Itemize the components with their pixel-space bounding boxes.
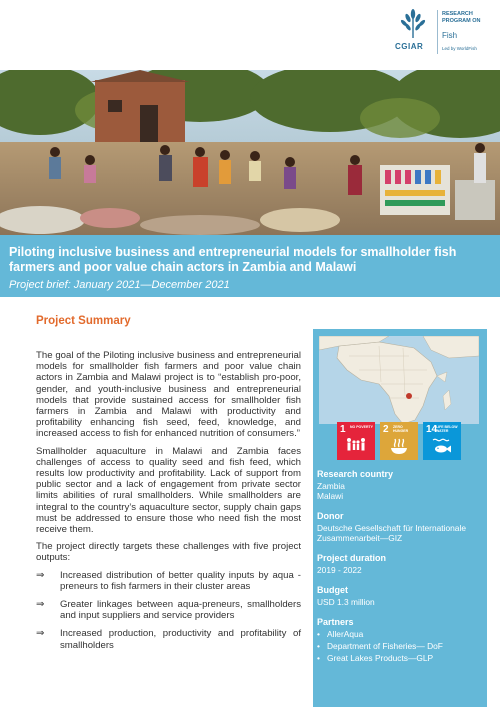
project-output-item (36, 628, 301, 650)
duration-section (317, 553, 483, 575)
bowl-icon (389, 437, 409, 455)
budget-section (317, 585, 483, 607)
partner-item: • Great Lakes Products—GLP (317, 653, 483, 663)
led-by-label: Led by WorldFish (442, 46, 477, 51)
map-illustration (319, 336, 479, 424)
family-icon (346, 437, 366, 455)
partners-section (317, 617, 483, 663)
duration-heading: Project duration (317, 553, 387, 563)
project-summary-heading: Project Summary (36, 315, 131, 327)
research-country-value: Malawi (317, 491, 344, 501)
market-scene-photo (0, 70, 500, 235)
arrow-right-icon: ⇒ (36, 569, 45, 581)
project-output-text: Increased production, productivity and profitability of smallholders (60, 628, 301, 651)
arrow-right-icon: ⇒ (36, 599, 45, 611)
budget-value: USD 1.3 million (317, 597, 375, 607)
wheat-emblem-icon (397, 8, 429, 38)
research-program-label: RESEARCH PROGRAM ON (442, 11, 481, 24)
research-country-section (317, 469, 483, 501)
sdg-number: 14 (426, 424, 438, 435)
title-band (0, 235, 500, 297)
sdg-1-icon (337, 422, 375, 460)
fish-icon (432, 437, 452, 455)
sdg-number: 1 (340, 424, 346, 435)
cgiar-wordmark: CGIAR (395, 42, 424, 51)
africa-location-map (319, 336, 479, 424)
project-output-item (36, 599, 301, 621)
donor-section (317, 511, 483, 543)
project-outputs-list (36, 570, 301, 651)
market-scene-illustration (0, 70, 500, 235)
sdg-icons-row (337, 422, 463, 460)
project-brief-dates: Project brief: January 2021—December 2021 (9, 279, 230, 291)
summary-paragraph-challenges: Smallholder aquaculture in Malawi and Zambia faces challenges of access to quality seed and fish feed, which results low productivity and profitability. Lack of support from public sector and a lack of engagement from private sector limits abilities of rural smallholders. While smallholders are integral to the country’s aquaculture sector, supply chain gaps must be addressed to ensure those who need fish the most receive them. (36, 445, 301, 536)
logo-divider (437, 10, 438, 54)
project-summary-body (36, 350, 301, 658)
project-facts-sidebar (313, 329, 487, 707)
program-name: Fish (442, 31, 458, 40)
sdg-number: 2 (383, 424, 389, 435)
arrow-right-icon: ⇒ (36, 628, 45, 640)
project-title: Piloting inclusive business and entrepreneurial models for smallholder fish farmers and poor value chain actors in Zambia and Malawi (9, 245, 457, 274)
sdg-label: ZERO HUNGER (393, 425, 409, 433)
summary-paragraph-goal: The goal of the Piloting inclusive business and entrepreneurial models for smallholder fish farmers and poor value chain actors in Zambia and Malawi project is to “establish pro-poor, gender, and youth-inclusive business and entrepreneurial models that provide sustained access for smallholder fish farmers in Zambia and Malawi with productivity and profitability enhancing fish seed, feed, knowledge, and increased access to fish for enhanced nutrition of consumers.” (36, 350, 301, 440)
project-output-item (36, 570, 301, 592)
partners-list (317, 629, 483, 663)
cgiar-fish-logo (391, 6, 496, 66)
sdg-14-icon (423, 422, 461, 460)
partner-item: • Department of Fisheries— DoF (317, 641, 483, 651)
partners-heading: Partners (317, 617, 354, 627)
sdg-label: LIFE BELOW WATER (436, 425, 458, 433)
research-country-value: Zambia (317, 481, 345, 491)
research-country-heading: Research country (317, 469, 394, 479)
duration-value: 2019 - 2022 (317, 565, 362, 575)
project-facts (317, 469, 483, 673)
page-header (0, 0, 500, 70)
partner-item: • AllerAqua (317, 629, 483, 639)
donor-heading: Donor (317, 511, 344, 521)
location-marker-icon (406, 393, 412, 399)
budget-heading: Budget (317, 585, 348, 595)
project-output-text: Greater linkages between aqua-preneurs, smallholders and input suppliers and service providers (60, 599, 301, 622)
project-output-text: Increased distribution of better quality inputs by aqua -preneurs to fish farmers in their cluster areas (60, 569, 301, 592)
sdg-2-icon (380, 422, 418, 460)
donor-value: Deutsche Gesellschaft für Internationale Zusammenarbeit—GIZ (317, 523, 466, 543)
sdg-label: NO POVERTY (350, 425, 373, 429)
summary-paragraph-outputs-intro: The project directly targets these challenges with five project outputs: (36, 541, 301, 564)
